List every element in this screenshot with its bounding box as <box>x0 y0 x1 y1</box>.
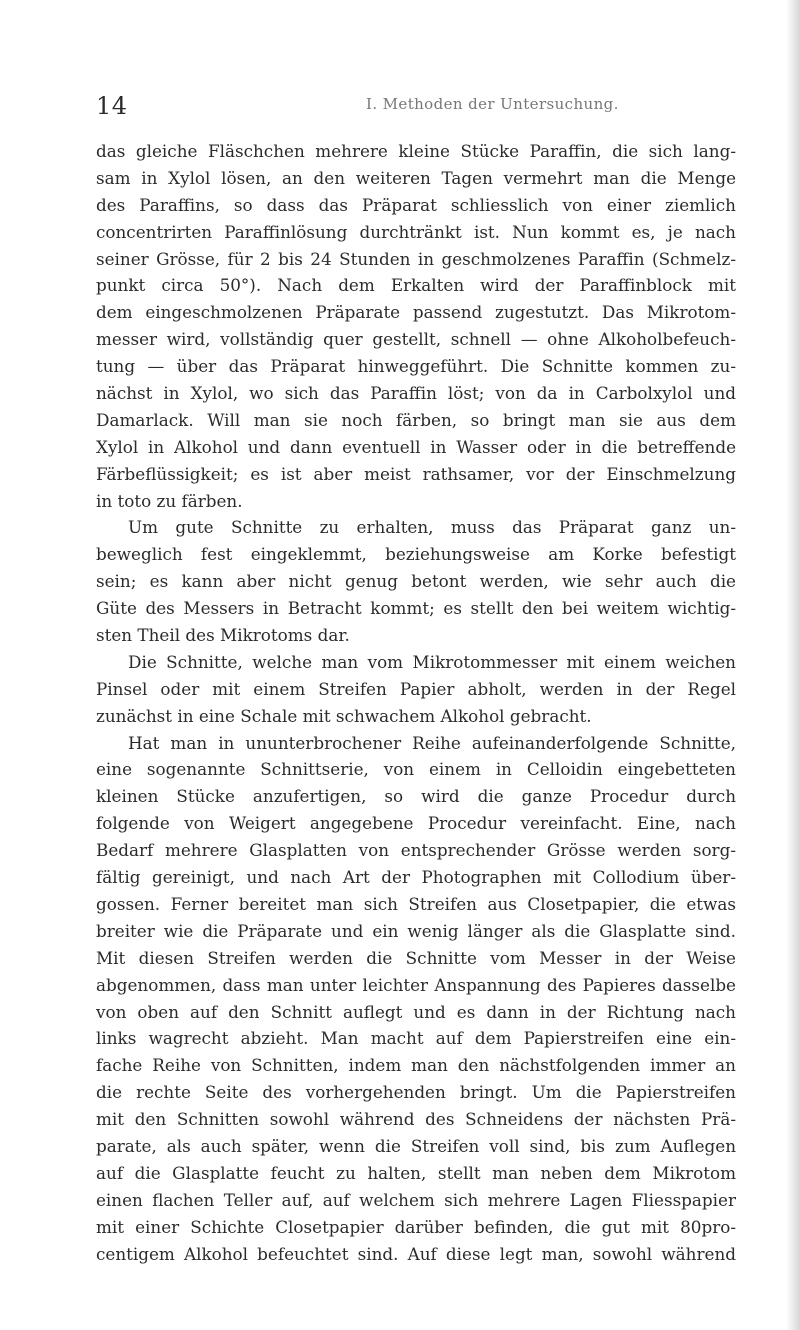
page-edge-shadow <box>786 0 800 1330</box>
text-line: Güte des Messers in Betracht kommt; es stellt den bei weitem wichtig- <box>96 598 736 619</box>
text-line: dem eingeschmolzenen Präparate passend zugestutzt. Das Mikrotom- <box>96 302 736 323</box>
text-line: seiner Grösse, für 2 bis 24 Stunden in geschmolzenes Paraffin (Schmelz- <box>96 248 736 269</box>
text-line: auf die Glasplatte feucht zu halten, stellt man neben dem Mikrotom <box>96 1162 736 1183</box>
text-line: folgende von Weigert angegebene Procedur vereinfacht. Eine, nach <box>96 813 736 834</box>
text-line: fältig gereinigt, und nach Art der Photographen mit Collodium über- <box>96 867 736 888</box>
text-line: concentrirten Paraffinlösung durchtränkt ist. Nun kommt es, je nach <box>96 221 736 242</box>
running-head: I. Methoden der Untersuchung. <box>366 95 619 113</box>
text-line: in toto zu färben. <box>96 490 243 511</box>
text-line: abgenommen, dass man unter leichter Anspannung des Papieres dasselbe <box>96 974 736 995</box>
text-line: zunächst in eine Schale mit schwachem Alkohol gebracht. <box>96 705 592 726</box>
text-line: tung — über das Präparat hinweggeführt. Die Schnitte kommen zu- <box>96 356 736 377</box>
text-line: des Paraffins, so dass das Präparat schliesslich von einer ziemlich <box>96 194 736 215</box>
text-line: Färbeflüssigkeit; es ist aber meist rathsamer, vor der Einschmelzung <box>96 463 736 484</box>
text-line: Bedarf mehrere Glasplatten von entsprechender Grösse werden sorg- <box>96 840 736 861</box>
text-line: die rechte Seite des vorhergehenden bringt. Um die Papierstreifen <box>96 1082 736 1103</box>
text-line: Hat man in ununterbrochener Reihe aufeinanderfolgende Schnitte, <box>128 732 736 753</box>
text-line: nächst in Xylol, wo sich das Paraffin löst; von da in Carbolxylol und <box>96 383 736 404</box>
text-line: fache Reihe von Schnitten, indem man den nächstfolgenden immer an <box>96 1055 736 1076</box>
text-line: sein; es kann aber nicht genug betont werden, wie sehr auch die <box>96 571 736 592</box>
text-line: centigem Alkohol befeuchtet sind. Auf diese legt man, sowohl während <box>96 1243 736 1264</box>
text-line: Um gute Schnitte zu erhalten, muss das Präparat ganz un- <box>128 517 736 538</box>
text-line: breiter wie die Präparate und ein wenig länger als die Glasplatte sind. <box>96 920 736 941</box>
text-line: sten Theil des Mikrotoms dar. <box>96 625 350 646</box>
text-line: Xylol in Alkohol und dann eventuell in Wasser oder in die betreffende <box>96 436 736 457</box>
body-text <box>96 138 736 1267</box>
text-line: Die Schnitte, welche man vom Mikrotommesser mit einem weichen <box>128 651 736 672</box>
text-line: sam in Xylol lösen, an den weiteren Tagen vermehrt man die Menge <box>96 167 736 188</box>
page-number: 14 <box>96 92 128 120</box>
text-line: gossen. Ferner bereitet man sich Streifen aus Closetpapier, die etwas <box>96 893 736 914</box>
text-line: Mit diesen Streifen werden die Schnitte vom Messer in der Weise <box>96 947 736 968</box>
text-line: beweglich fest eingeklemmt, beziehungsweise am Korke befestigt <box>96 544 736 565</box>
text-line: messer wird, vollständig quer gestellt, schnell — ohne Alkoholbefeuch- <box>96 329 736 350</box>
text-line: mit den Schnitten sowohl während des Schneidens der nächsten Prä- <box>96 1109 736 1130</box>
text-line: eine sogenannte Schnittserie, von einem in Celloidin eingebetteten <box>96 759 736 780</box>
text-line: parate, als auch später, wenn die Streifen voll sind, bis zum Auflegen <box>96 1135 736 1156</box>
text-line: Pinsel oder mit einem Streifen Papier abholt, werden in der Regel <box>96 678 736 699</box>
text-line: links wagrecht abzieht. Man macht auf dem Papierstreifen eine ein- <box>96 1028 736 1049</box>
text-line: einen flachen Teller auf, auf welchem sich mehrere Lagen Fliesspapier <box>96 1189 736 1210</box>
text-line: Damarlack. Will man sie noch färben, so bringt man sie aus dem <box>96 409 736 430</box>
text-line: punkt circa 50°). Nach dem Erkalten wird der Paraffinblock mit <box>96 275 736 296</box>
text-line: kleinen Stücke anzufertigen, so wird die ganze Procedur durch <box>96 786 736 807</box>
text-line: mit einer Schichte Closetpapier darüber befinden, die gut mit 80pro- <box>96 1216 736 1237</box>
text-line: von oben auf den Schnitt auflegt und es dann in der Richtung nach <box>96 1001 736 1022</box>
text-line: das gleiche Fläschchen mehrere kleine Stücke Paraffin, die sich lang- <box>96 141 736 161</box>
